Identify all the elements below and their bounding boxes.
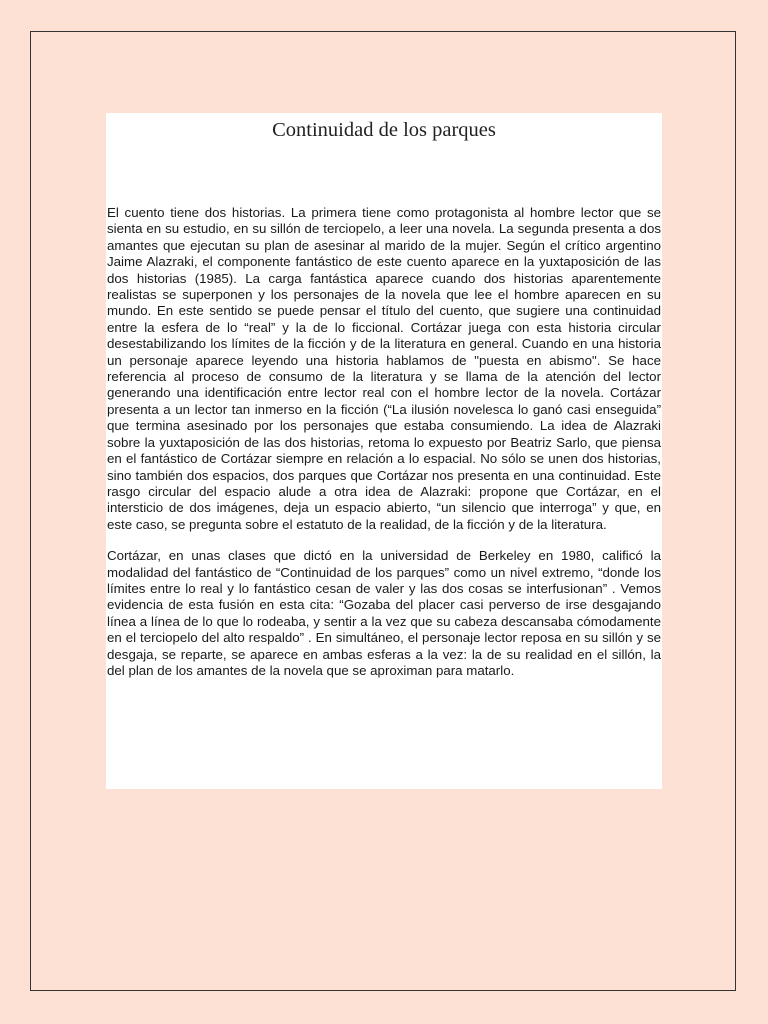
paragraph-2: Cortázar, en unas clases que dictó en la universidad de Berkeley en 1980, calificó la modalidad del fantástico de “Continuidad de los parques” como un nivel extremo, “donde los límites entre lo real y lo fantástico cesan de valer y las dos cosas se interfusionan” . Vemos evidencia de esta fusión en esta cita: “Gozaba del placer casi perverso de irse desgajando línea a línea de lo que lo rodeaba, y sentir a la vez que su cabeza descansaba cómodamente en el terciopelo del alto respaldo” . En simultáneo, el personaje lector reposa en su sillón y se desgaja, se reparte, se aparece en ambas esferas a la vez: la de su realidad en el sillón, la del plan de los amantes de la novela que se aproximan para matarlo. (107, 548, 661, 678)
paragraph-1: El cuento tiene dos historias. La primera tiene como protagonista al hombre lector que se sienta en su estudio, en su sillón de terciopelo, a leer una novela. La segunda presenta a dos amantes que ejecutan su plan de asesinar al marido de la mujer. Según el crítico argentino Jaime Alazraki, el componente fantástico de este cuento aparece en la yuxtaposición de las dos historias (1985). La carga fantástica aparece cuando dos historias aparentemente realistas se superponen y los personajes de la novela que lee el hombre aparecen en su mundo. En este sentido se puede pensar el título del cuento, que sugiere una continuidad entre la esfera de lo “real” y la de lo ficcional. Cortázar juega con esta historia circular desestabilizando los límites de la ficción y de la literatura en general. Cuando en una historia un personaje aparece leyendo una historia hablamos de "puesta en abismo". Se hace referencia al proceso de consumo de la literatura y se llama de la atención del lector generando una identificación entre lector real con el hombre lector de la novela. Cortázar presenta a un lector tan inmerso en la ficción (“La ilusión novelesca lo ganó casi enseguida” que termina asesinado por los personajes que estaba consumiendo. La idea de Alazraki sobre la yuxtaposición de las dos historias, retoma lo expuesto por Beatriz Sarlo, que piensa en el fantástico de Cortázar siempre en relación a lo espacial. No sólo se unen dos historias, sino también dos espacios, dos parques que Cortázar nos presenta en una continuidad. Este rasgo circular del espacio alude a otra idea de Alazraki: propone que Cortázar, en el intersticio de dos imágenes, deja un espacio abierto, “un silencio que interroga” y que, en este caso, se pregunta sobre el estatuto de la realidad, de la ficción y de la literatura. (107, 205, 661, 532)
document-title: Continuidad de los parques (272, 119, 496, 141)
document-page (106, 113, 662, 789)
